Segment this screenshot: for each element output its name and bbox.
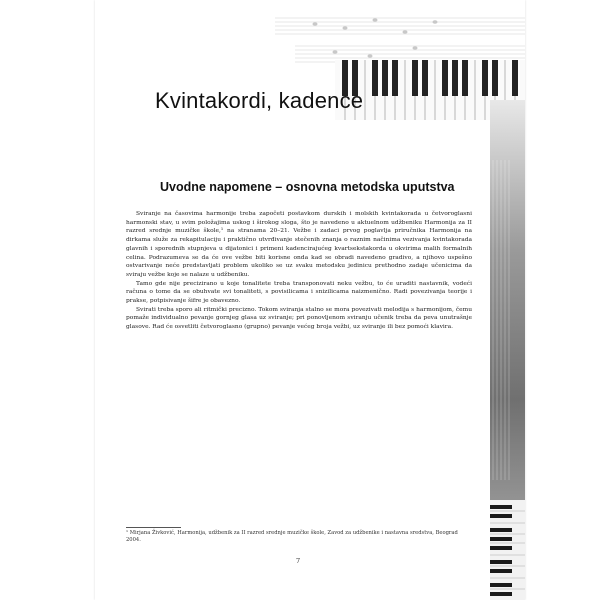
- body-paragraph: Sviranje na časovima harmonije treba započeti postavkom durskih i molskih kvintakorada u četvoroglasni harmonski stav, u svim položajima uskog i širokog sloga, što je navedeno u aktuelnom udžbeniku Harmonija za II razred srednje muzičke škole,¹ na stranama 20–21. Vežbe i zadaci prvog poglavlja priručnika Harmonija na dirkama služe za rekapitulaciju i praktično utvrđivanje stečenih znanja o raznim načinima vezivanja kvintakorada glavnih i sporednih stupnjeva u dijatonici i primeni kadencirajućeg kvartsekstakorda u okvirima malih formalnih celina. Podrazumeva se da će ove vežbe biti korisne onda kad se obradi navedeno gradivo, a njihovo uspešno ostvarivanje neće predstavljati problem ukoliko se uz svaku metodsku jedinicu prethodno zadaje učenicima da sviraju vežbe koje se nalaze u udžbeniku.: [126, 211, 472, 278]
- body-text: [126, 210, 472, 332]
- piano-sidebar-decoration: [490, 100, 525, 600]
- section-subtitle: Uvodne napomene – osnovna metodska uputstva: [160, 180, 455, 194]
- footnote: ¹ Mirjana Živković, Harmonija, udžbenik za II razred srednje muzičke škole, Zavod za udžbenike i nastavna sredstva, Beograd 2004.: [126, 530, 458, 544]
- page-number: 7: [296, 557, 301, 565]
- body-paragraph: Tamo gde nije precizirano u koje tonalitete treba transponovati neku vežbu, to će uraditi nastavnik, vodeći računa o tome da se obuhvate svi tonaliteti, s povisilicama i snizilicama naizmenično. Radi povezivanja teorije i prakse, potpisivanje šifre je obavezno.: [126, 280, 472, 305]
- chapter-title: Kvintakordi, kadence: [155, 88, 364, 113]
- footnote-divider: [126, 527, 181, 528]
- body-paragraph: Svirati treba sporo ali ritmički precizno. Tokom sviranja stalno se mora povezivati melodija s harmonijom, čemu pomaže individualno pevanje gornjeg glasa uz sviranje; pri ponovljenom sviranju učenik treba da peva unutrašnje glasove. Rad će osvetliti četvoroglasno (grupno) pevanje većeg broja vežbi, uz sviranje ili bez pomoći klavira.: [126, 306, 472, 331]
- music-header-decoration: [275, 0, 525, 155]
- book-page: [95, 0, 525, 600]
